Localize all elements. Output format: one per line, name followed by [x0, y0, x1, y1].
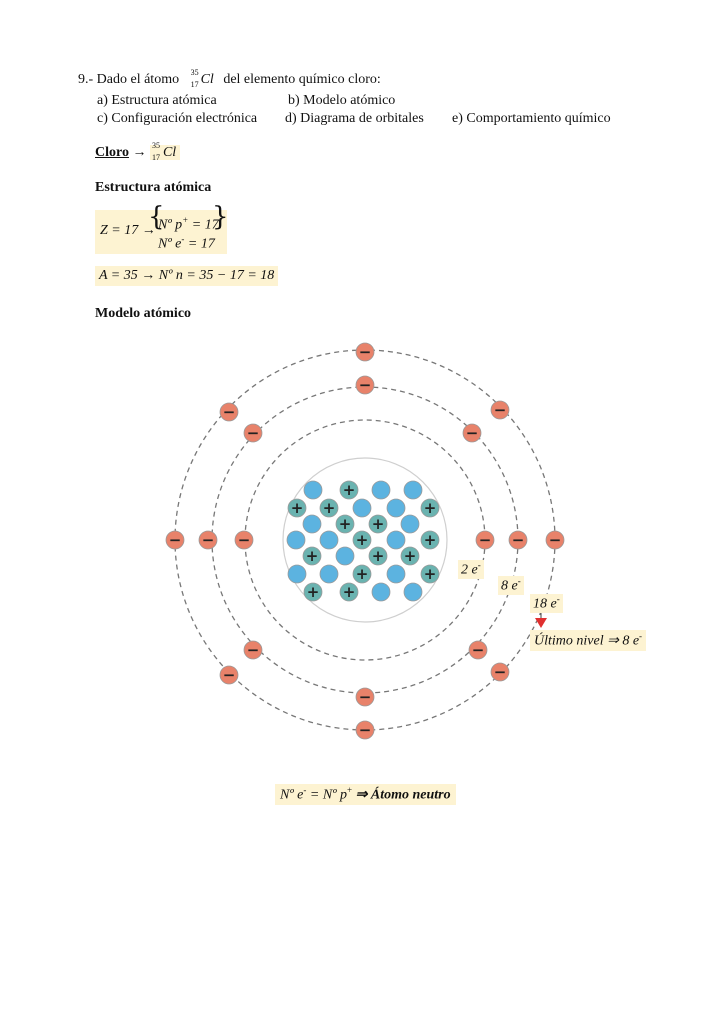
svg-text:−: −	[246, 641, 260, 659]
electron-0	[476, 531, 494, 549]
svg-text:+: +	[423, 565, 437, 583]
neutron-9	[387, 531, 405, 549]
cloro-label: Cloro	[95, 145, 129, 161]
svg-text:−: −	[246, 424, 260, 442]
svg-text:−: −	[237, 531, 251, 549]
neutron-14	[372, 583, 390, 601]
electron-1	[235, 531, 253, 549]
electron-3	[199, 531, 217, 549]
proton-8	[303, 547, 321, 565]
svg-text:+: +	[306, 583, 320, 601]
shell-label-1: 2 e-	[458, 560, 484, 579]
svg-text:−: −	[358, 343, 372, 361]
svg-text:−: −	[548, 531, 562, 549]
cloro-symbol: Cl	[162, 145, 177, 161]
proton-1	[288, 499, 306, 517]
protons-line: Nº p+ = 17	[158, 215, 219, 233]
neutron-0	[304, 481, 322, 499]
electron-7	[244, 424, 262, 442]
svg-text:−: −	[201, 531, 215, 549]
right-brace: }	[212, 202, 229, 232]
neutron-15	[404, 583, 422, 601]
left-brace: {	[148, 202, 165, 232]
item-a: a) Estructura atómica	[97, 93, 217, 108]
item-b: b) Modelo atómico	[288, 93, 396, 108]
svg-text:+: +	[371, 515, 385, 533]
modelo-heading: Modelo atómico	[95, 306, 192, 321]
item-e: e) Comportamiento químico	[452, 111, 611, 126]
electron-6	[463, 424, 481, 442]
neutron-5	[303, 515, 321, 533]
z-expression: Z = 17 →	[100, 223, 156, 238]
electron-11	[166, 531, 184, 549]
proton-4	[336, 515, 354, 533]
item-c: c) Configuración electrónica	[97, 111, 258, 126]
svg-text:+: +	[423, 499, 437, 517]
neutron-6	[401, 515, 419, 533]
svg-text:+: +	[305, 547, 319, 565]
cloro-arrow: →	[132, 145, 147, 161]
electron-2	[509, 531, 527, 549]
proton-14	[340, 583, 358, 601]
shell-label-2: 8 e-	[498, 576, 524, 595]
isotope-z: 17	[190, 80, 199, 89]
proton-11	[353, 565, 371, 583]
estructura-heading: Estructura atómica	[95, 180, 212, 195]
question-intro: 9.- Dado el átomo	[78, 72, 180, 88]
electron-12	[356, 343, 374, 361]
neutron-10	[336, 547, 354, 565]
electron-5	[356, 688, 374, 706]
conclusion: Nº e- = Nº p+ ⇒ Átomo neutro	[275, 784, 456, 805]
proton-3	[421, 499, 439, 517]
proton-2	[320, 499, 338, 517]
ultimo-nivel: Último nivel ⇒ 8 e-	[530, 630, 646, 651]
proton-0	[340, 481, 358, 499]
svg-text:−: −	[493, 401, 507, 419]
svg-text:+: +	[355, 531, 369, 549]
svg-text:−: −	[493, 663, 507, 681]
neutron-1	[372, 481, 390, 499]
electron-15	[220, 403, 238, 421]
svg-text:+: +	[403, 547, 417, 565]
svg-text:−: −	[358, 721, 372, 739]
electron-17	[220, 666, 238, 684]
isotope-mass: 35	[190, 68, 199, 77]
svg-text:−: −	[168, 531, 182, 549]
svg-text:−: −	[511, 531, 525, 549]
neutron-4	[387, 499, 405, 517]
proton-10	[401, 547, 419, 565]
neutron-11	[288, 565, 306, 583]
svg-text:−: −	[471, 641, 485, 659]
svg-text:−: −	[222, 666, 236, 684]
electron-14	[491, 401, 509, 419]
svg-text:−: −	[222, 403, 236, 421]
item-d: d) Diagrama de orbitales	[285, 111, 424, 126]
svg-text:−: −	[465, 424, 479, 442]
neutron-2	[404, 481, 422, 499]
proton-9	[369, 547, 387, 565]
proton-12	[421, 565, 439, 583]
svg-text:+: +	[322, 499, 336, 517]
a-expression: A = 35 → Nº n = 35 − 17 = 18	[95, 266, 278, 286]
svg-text:+: +	[355, 565, 369, 583]
shell-label-3: 18 e-	[530, 594, 563, 613]
svg-text:−: −	[358, 688, 372, 706]
electron-10	[546, 531, 564, 549]
svg-text:+: +	[342, 583, 356, 601]
svg-text:−: −	[478, 531, 492, 549]
electron-9	[244, 641, 262, 659]
neutron-3	[353, 499, 371, 517]
cloro-z: 17	[151, 153, 160, 162]
proton-13	[304, 583, 322, 601]
svg-text:+: +	[342, 481, 356, 499]
neutron-7	[287, 531, 305, 549]
electrons-line: Nº e- = 17	[158, 234, 215, 252]
question-suffix: del elemento químico cloro:	[223, 72, 381, 88]
cloro-mass: 35	[151, 141, 160, 150]
neutron-8	[320, 531, 338, 549]
svg-text:+: +	[371, 547, 385, 565]
electron-16	[491, 663, 509, 681]
electron-4	[356, 376, 374, 394]
svg-text:+: +	[423, 531, 437, 549]
electron-13	[356, 721, 374, 739]
proton-7	[421, 531, 439, 549]
svg-text:−: −	[358, 376, 372, 394]
electron-8	[469, 641, 487, 659]
isotope-symbol: Cl	[200, 72, 214, 88]
svg-text:+: +	[338, 515, 352, 533]
proton-5	[369, 515, 387, 533]
svg-text:+: +	[290, 499, 304, 517]
proton-6	[353, 531, 371, 549]
neutron-12	[320, 565, 338, 583]
neutron-13	[387, 565, 405, 583]
